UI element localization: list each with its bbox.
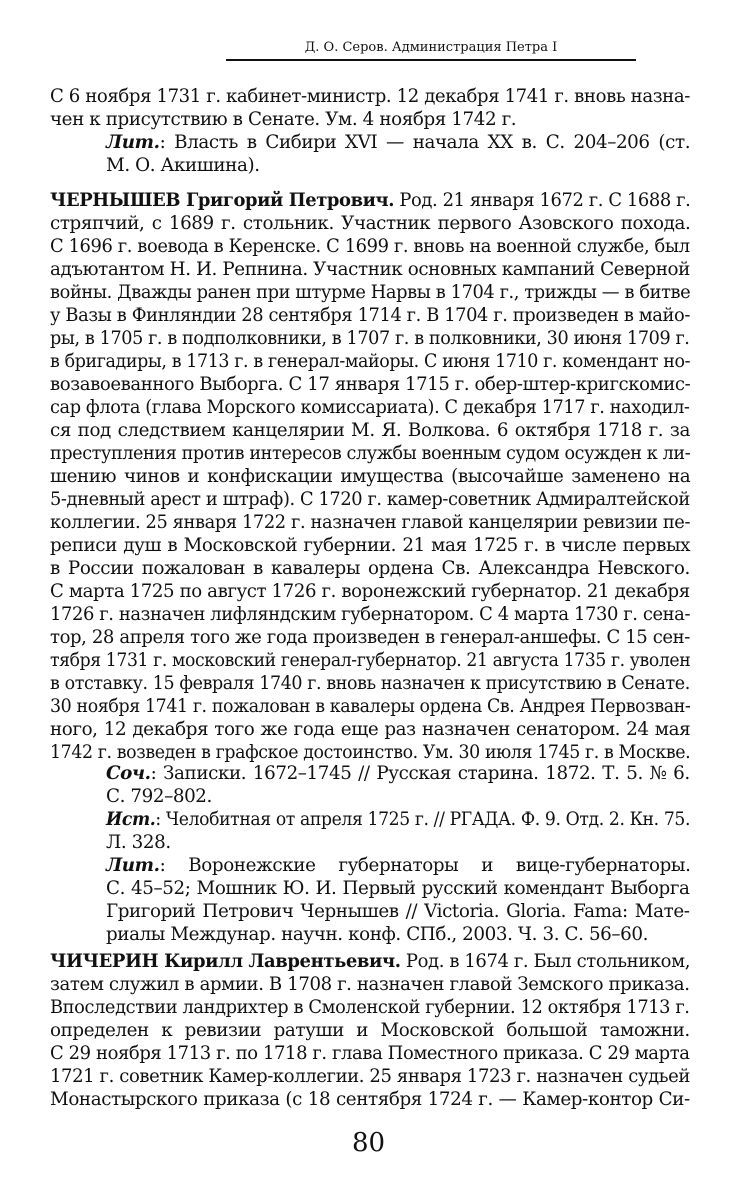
- text-line: [50, 85, 690, 108]
- text-run: 5-дневный арест и штраф). С 1720 г. камер-советник Адмиралтейской: [50, 489, 690, 510]
- text-line: [50, 1088, 690, 1111]
- text-line: [50, 950, 690, 973]
- text-line: [50, 258, 690, 281]
- text-line: [50, 672, 690, 695]
- run-in-heading: ЧИЧЕРИН Кирилл Лаврентьевич.: [50, 951, 401, 972]
- text-line: [106, 900, 690, 923]
- text-line: [50, 304, 690, 327]
- text-line: [50, 1019, 690, 1042]
- text-line: [50, 603, 690, 626]
- text-run: стряпчий, с 1689 г. стольник. Участник первого Азовского похода.: [50, 213, 691, 234]
- text-line: [106, 854, 690, 877]
- text-run: 1721 г. советник Камер-коллегии. 25 января 1723 г. назначен судьей: [50, 1066, 691, 1087]
- text-run: 1726 г. назначен лифляндским губернатором. С 4 марта 1730 г. сена-: [50, 604, 691, 625]
- text-run: М. О. Акишина).: [106, 155, 260, 176]
- text-run: Род. в 1674 г. Был стольником,: [400, 951, 691, 972]
- run-in-heading: Лит.: [106, 132, 160, 153]
- text-run: Род. 21 января 1672 г. С 1688 г.: [394, 190, 691, 211]
- text-line: [50, 695, 690, 718]
- text-line: [50, 649, 690, 672]
- text-run: чен к присутствию в Сенате. Ум. 4 ноября 1742 г.: [50, 109, 517, 130]
- text-line: [50, 419, 690, 442]
- text-line: [50, 741, 690, 764]
- text-run: в отставку. 15 февраля 1740 г. вновь назначен к присутствию в Сенате.: [50, 673, 690, 694]
- text-line: [106, 131, 690, 154]
- text-run: затем служил в армии. В 1708 г. назначен главой Земского приказа.: [50, 974, 690, 995]
- run-in-heading: Лит.: [106, 855, 160, 876]
- text-line: [106, 785, 212, 808]
- text-line: [50, 350, 690, 373]
- text-run: адъютантом Н. И. Репнина. Участник основных кампаний Северной: [50, 259, 690, 280]
- text-run: возавоеванного Выборга. С 17 января 1715 г. обер-штер-кригскомис-: [50, 374, 691, 395]
- text-run: Монастырского приказа (с 18 сентября 1724 г. — Камер-контор Си-: [50, 1089, 690, 1110]
- page-number: 80: [351, 1128, 386, 1158]
- text-run: С. 792–802.: [106, 786, 212, 807]
- text-run: тября 1731 г. московский генерал-губернатор. 21 августа 1735 г. уволен: [50, 650, 691, 671]
- text-line: [50, 996, 690, 1019]
- run-in-heading: Ист.: [106, 809, 156, 830]
- text-line: [106, 154, 260, 177]
- text-line: [50, 1065, 690, 1088]
- text-line: [106, 762, 690, 785]
- text-line: [50, 534, 690, 557]
- text-run: С. 45–52; Мошник Ю. И. Первый русский комендант Выборга: [106, 878, 690, 899]
- text-line: [106, 808, 690, 831]
- text-line: [50, 235, 690, 258]
- text-line: [50, 465, 690, 488]
- text-run: : Власть в Сибири XVI — начала XX в. С. 204–206 (ст.: [159, 132, 691, 153]
- text-line: [50, 488, 690, 511]
- text-run: С 29 ноября 1713 г. по 1718 г. глава Поместного приказа. С 29 марта: [50, 1043, 690, 1064]
- text-line: [50, 511, 690, 534]
- running-header: Д. О. Серов. Администрация Петра I: [304, 40, 558, 55]
- text-run: 30 ноября 1741 г. пожалован в кавалеры ордена Св. Андрея Первозван-: [50, 696, 691, 717]
- text-run: в России пожалован в кавалеры ордена Св. Александра Невского.: [50, 558, 690, 579]
- text-run: С 6 ноября 1731 г. кабинет-министр. 12 декабря 1741 г. вновь назна-: [50, 86, 690, 107]
- text-line: [50, 580, 690, 603]
- text-run: тор, 28 апреля того же года произведен в генерал-аншефы. С 15 сен-: [50, 627, 690, 648]
- text-run: коллегии. 25 января 1722 г. назначен главой канцелярии ревизии пе-: [50, 512, 691, 533]
- text-line: [50, 108, 516, 131]
- text-run: реписи душ в Московской губернии. 21 мая 1725 г. в числе первых: [50, 535, 691, 556]
- text-line: [50, 626, 690, 649]
- text-run: определен к ревизии ратуши и Московской большой таможни.: [50, 1020, 690, 1041]
- text-line: [50, 442, 690, 465]
- text-run: : Записки. 1672–1745 // Русская старина. 1872. Т. 5. № 6.: [150, 763, 690, 784]
- text-run: С 1696 г. воевода в Керенске. С 1699 г. вновь на военной службе, был: [50, 236, 690, 257]
- header-rule: [226, 59, 636, 61]
- text-run: сар флота (глава Морского комиссариата). С декабря 1717 г. находил-: [50, 397, 690, 418]
- text-line: [50, 281, 690, 304]
- text-run: Григорий Петрович Чернышев // Victoria. Gloria. Fama: Мате-: [106, 901, 690, 922]
- text-run: : Воронежские губернаторы и вице-губернаторы.: [159, 855, 691, 876]
- text-run: ного, 12 декабря того же года еще раз назначен сенатором. 24 мая: [50, 719, 691, 740]
- text-run: Впоследствии ландрихтер в Смоленской губернии. 12 октября 1713 г.: [50, 997, 690, 1018]
- text-line: [50, 557, 690, 580]
- text-run: : Челобитная от апреля 1725 г. // РГАДА. Ф. 9. Отд. 2. Кн. 75.: [155, 809, 691, 830]
- text-run: войны. Дважды ранен при штурме Нарвы в 1704 г., трижды — в битве: [50, 282, 691, 303]
- text-run: преступления против интересов службы военным судом осужден к ли-: [50, 443, 691, 464]
- text-run: шению чинов и конфискации имущества (высочайше заменено на: [50, 466, 691, 487]
- text-run: в бригадиры, в 1713 г. в генерал-майоры. С июня 1710 г. комендант но-: [50, 351, 691, 372]
- text-run: Л. 328.: [106, 832, 171, 853]
- text-line: [50, 212, 690, 235]
- text-line: [50, 396, 690, 419]
- text-line: [50, 189, 690, 212]
- text-run: С марта 1725 по август 1726 г. воронежский губернатор. 21 декабря: [50, 581, 690, 602]
- text-line: [50, 373, 690, 396]
- text-line: [106, 877, 690, 900]
- text-line: [106, 923, 648, 946]
- run-in-heading: Соч.: [106, 763, 151, 784]
- text-line: [106, 831, 171, 854]
- text-run: 1742 г. возведен в графское достоинство. Ум. 30 июля 1745 г. в Москве.: [50, 742, 691, 763]
- text-line: [50, 1042, 690, 1065]
- text-line: [50, 718, 690, 741]
- text-run: ся под следствием канцелярии М. Я. Волкова. 6 октября 1718 г. за: [50, 420, 690, 441]
- text-line: [50, 327, 690, 350]
- text-run: ры, в 1705 г. в подполковники, в 1707 г. в полковники, 30 июня 1709 г.: [50, 328, 690, 349]
- run-in-heading: ЧЕРНЫШЕВ Григорий Петрович.: [50, 190, 395, 211]
- text-run: риалы Междунар. научн. конф. СПб., 2003. Ч. 3. С. 56–60.: [106, 924, 649, 945]
- text-line: [50, 973, 690, 996]
- text-run: у Вазы в Финляндии 28 сентября 1714 г. В 1704 г. произведен в майо-: [50, 305, 690, 326]
